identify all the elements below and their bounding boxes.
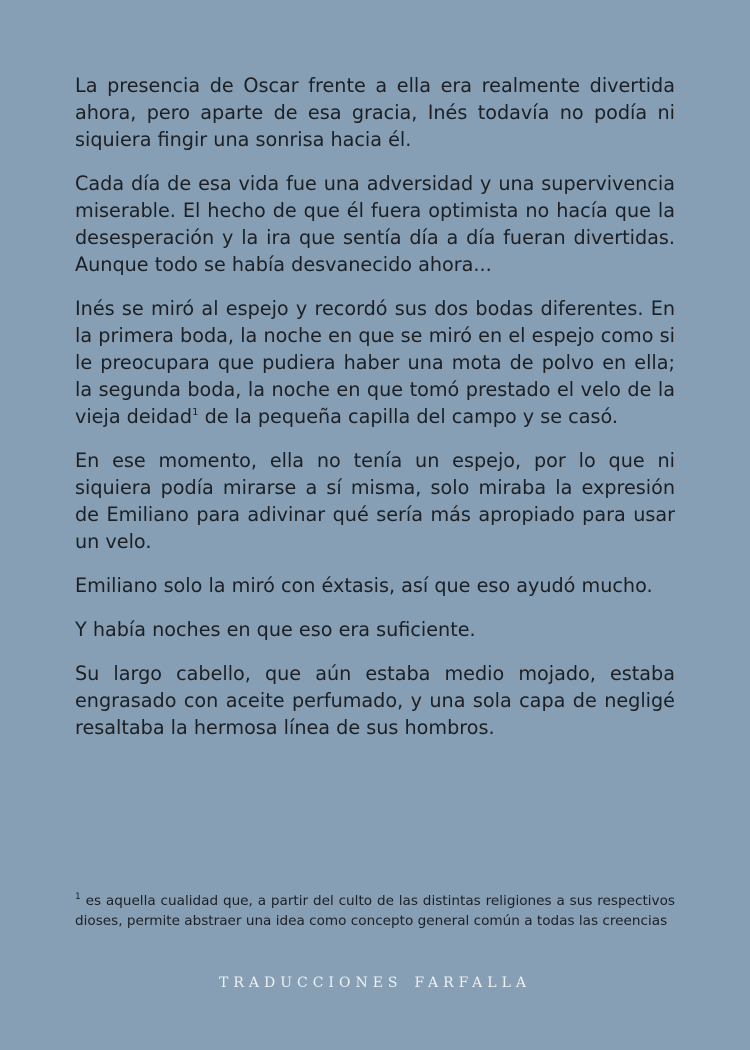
footer-word-1: TRADUCCIONES	[219, 975, 403, 991]
paragraph-6: Y había noches en que eso era suficiente.	[75, 618, 476, 641]
footer-word-2: FARFALLA	[414, 975, 531, 991]
footnote-marker: 1	[75, 892, 81, 902]
footnote	[75, 891, 675, 931]
paragraph-2: Cada día de esa vida fue una adversidad y una supervivencia miserable. El hecho de que él fuera optimista no hacía que la desesperación y la ira que sentía día a día fueran divertidas. Aunque todo se había desvanecido ahora...	[75, 172, 675, 276]
footnote-text: es aquella cualidad que, a partir del culto de las distintas religiones a sus respectivos dioses, permite abstraer una idea como concepto general común a todas las creencias	[75, 893, 675, 929]
paragraph-3-text-after: de la pequeña capilla del campo y se casó.	[198, 405, 618, 428]
paragraph-5: Emiliano solo la miró con éxtasis, así que eso ayudó mucho.	[75, 574, 653, 597]
paragraph-1: La presencia de Oscar frente a ella era realmente divertida ahora, pero aparte de esa gracia, Inés todavía no podía ni siquiera fingir una sonrisa hacia él.	[75, 74, 675, 151]
paragraph-7: Su largo cabello, que aún estaba medio mojado, estaba engrasado con aceite perfumado, y una sola capa de negligé resaltaba la hermosa línea de sus hombros.	[75, 662, 675, 739]
paragraph-3-text-before: Inés se miró al espejo y recordó sus dos bodas diferentes. En la primera boda, la noche en que se miró en el espejo como si le preocupara que pudiera haber una mota de polvo en ella; la segunda boda, la noche en que tomó prestado el velo de la vieja deidad	[75, 297, 675, 428]
publisher-footer	[0, 975, 750, 991]
footnote-reference[interactable]: 1	[192, 407, 199, 418]
paragraph-3	[75, 295, 675, 430]
body-text	[75, 72, 675, 758]
paragraph-4: En ese momento, ella no tenía un espejo, por lo que ni siquiera podía mirarse a sí misma, solo miraba la expresión de Emiliano para adivinar qué sería más apropiado para usar un velo.	[75, 449, 675, 553]
